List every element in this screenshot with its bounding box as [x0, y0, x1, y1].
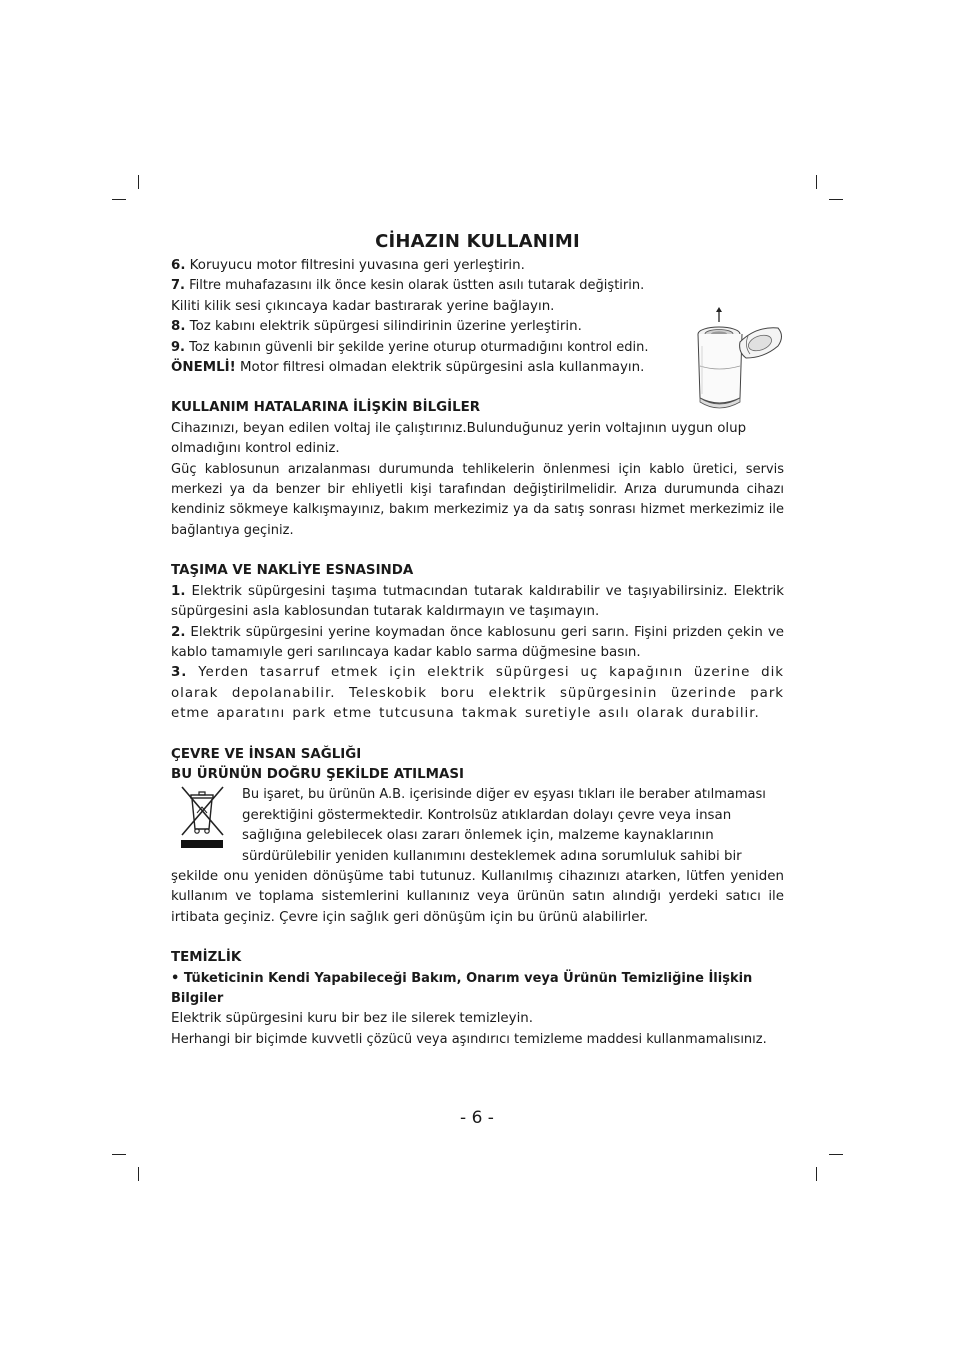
step-6 — [171, 256, 691, 276]
page-title: CİHAZIN KULLANIMI — [375, 231, 580, 252]
crop-mark — [829, 1154, 843, 1155]
page-number: - 6 - — [460, 1108, 494, 1128]
dust-container-illustration — [686, 306, 786, 414]
section-subheading: BU ÜRÜNÜN DOĞRU ŞEKİLDE ATILMASI — [171, 766, 464, 782]
step-text: Koruyucu motor filtresini yuvasına geri yerleştirin. — [185, 258, 525, 273]
crop-mark — [112, 1154, 126, 1155]
important-text: Motor filtresi olmadan elektrik süpürgesini asla kullanmayın. — [235, 360, 645, 376]
section-heading: ÇEVRE VE İNSAN SAĞLIĞI — [171, 746, 362, 762]
disposal-line: Bu işaret, bu ürünün A.B. içerisinde diğer ev eşyası tıkları ile beraber atılmaması — [242, 787, 766, 803]
paragraph: Herhangi bir biçimde kuvvetli çözücü veya aşındırıcı temizleme maddesi kullanmamalısınız. — [171, 1031, 767, 1047]
crop-mark — [138, 175, 139, 189]
paragraph: Cihazınızı, beyan edilen voltaj ile çalıştırınız.Bulunduğunuz yerin voltajının uygun olup olmadığını kontrol ediniz. — [171, 420, 747, 457]
section-heading: TEMİZLİK — [171, 950, 242, 966]
paragraph: Elektrik süpürgesini kuru bir bez ile silerek temizleyin. — [171, 1011, 534, 1027]
step-number: 6. — [171, 258, 186, 273]
crop-mark — [816, 1167, 817, 1181]
cleaning-bullet: • Tüketicinin Kendi Yapabileceği Bakım, Onarım veya Ürünün Temizliğine İlişkin Bilgiler — [171, 970, 753, 1006]
transport-section — [171, 561, 784, 724]
disposal-line: gerektiğini göstermektedir. Kontrolsüz atıklardan dolayı çevre veya insan — [242, 807, 732, 823]
step-number: 8. — [171, 319, 186, 335]
step-8 — [171, 317, 691, 337]
section-heading: KULLANIM HATALARINA İLİŞKİN BİLGİLER — [171, 400, 481, 416]
step-9 — [171, 338, 691, 358]
paragraph: Güç kablosunun arızalanması durumunda tehlikelerin önlenmesi için kablo üretici, servis merkezi ya da benzer bir ehliyetli kişi tarafından değiştirilmelidir. Arıza durumunda cihazı kendiniz sökmeye kalkışmayınız, bakım merkezimiz ya da satış sonrası hizmet merkezimiz ile bağlantıya geçiniz. — [171, 461, 784, 538]
crop-mark — [829, 199, 843, 200]
step-7 — [171, 276, 691, 296]
crop-mark — [112, 199, 126, 200]
step-text: Filtre muhafazasını ilk önce kesin olarak üstten asılı tutarak değiştirin. — [184, 278, 645, 294]
environment-section — [171, 745, 784, 929]
usage-section — [171, 256, 784, 378]
cleaning-section — [171, 948, 784, 1050]
item-text: Elektrik süpürgesini taşıma tutmacından tutarak kaldırabilir ve taşıyabilirsiniz. Elektrik süpürgesini asla kablosundan tutarak kaldırmayın ve taşımayın. — [171, 583, 784, 620]
section-heading: TAŞIMA VE NAKLİYE ESNASINDA — [171, 563, 414, 579]
page-content — [171, 228, 784, 1050]
transport-item-2 — [171, 623, 784, 664]
item-text: Yerden tasarruf etmek için elektrik süpürgesi uç kapağının üzerine dik olarak depolanabilir. Teleskobik boru elektrik süpürgesinin üzerinde park etme aparatını park etme tutcusuna takmak suretiyle asılı olarak durabilir. — [171, 665, 784, 722]
step-7-continued: Kiliti kilik sesi çıkıncaya kadar bastırarak yerine bağlayın. — [171, 298, 555, 314]
transport-item-3 — [171, 663, 784, 724]
step-number: 7. — [171, 278, 185, 294]
crossed-out-bin-icon — [179, 785, 229, 851]
disposal-line: sürdürülebilir yeniden kullanımını desteklemek adına sorumluluk sahibi bir — [242, 848, 742, 864]
item-number: 1. — [171, 583, 186, 599]
step-text: Toz kabının güvenli bir şekilde yerine oturup oturmadığını kontrol edin. — [184, 339, 649, 355]
item-text: Elektrik süpürgesini yerine koymadan önce kablosunu geri sarın. Fişini prizden çekin ve kablo tamamıyle geri sarılıncaya kadar kablo sarma düğmesine basın. — [171, 624, 784, 660]
item-number: 3. — [171, 665, 188, 681]
step-number: 9. — [171, 339, 185, 355]
usage-errors-section — [171, 398, 784, 541]
disposal-paragraph: şekilde onu yeniden dönüşüme tabi tutunuz. Kullanılmış cihazınızı atarken, lütfen yeniden kullanım ve toplama sistemlerini kullanınız veya ürünün satın alındığı yerdeki satıcı ile irtibata geçiniz. Çevre için sağlık geri dönüşüm için bu ürünü alabilirler. — [171, 868, 784, 925]
crop-mark — [816, 175, 817, 189]
item-number: 2. — [171, 624, 186, 640]
disposal-info — [171, 785, 784, 928]
transport-item-1 — [171, 582, 784, 623]
important-note — [171, 358, 691, 378]
important-label: ÖNEMLİ! — [171, 360, 236, 376]
step-text: Toz kabını elektrik süpürgesi silindirinin üzerine yerleştirin. — [185, 319, 582, 335]
disposal-line: sağlığına gelebilecek olası zararı önlemek için, malzeme kaynaklarının — [242, 828, 714, 844]
crop-mark — [138, 1167, 139, 1181]
